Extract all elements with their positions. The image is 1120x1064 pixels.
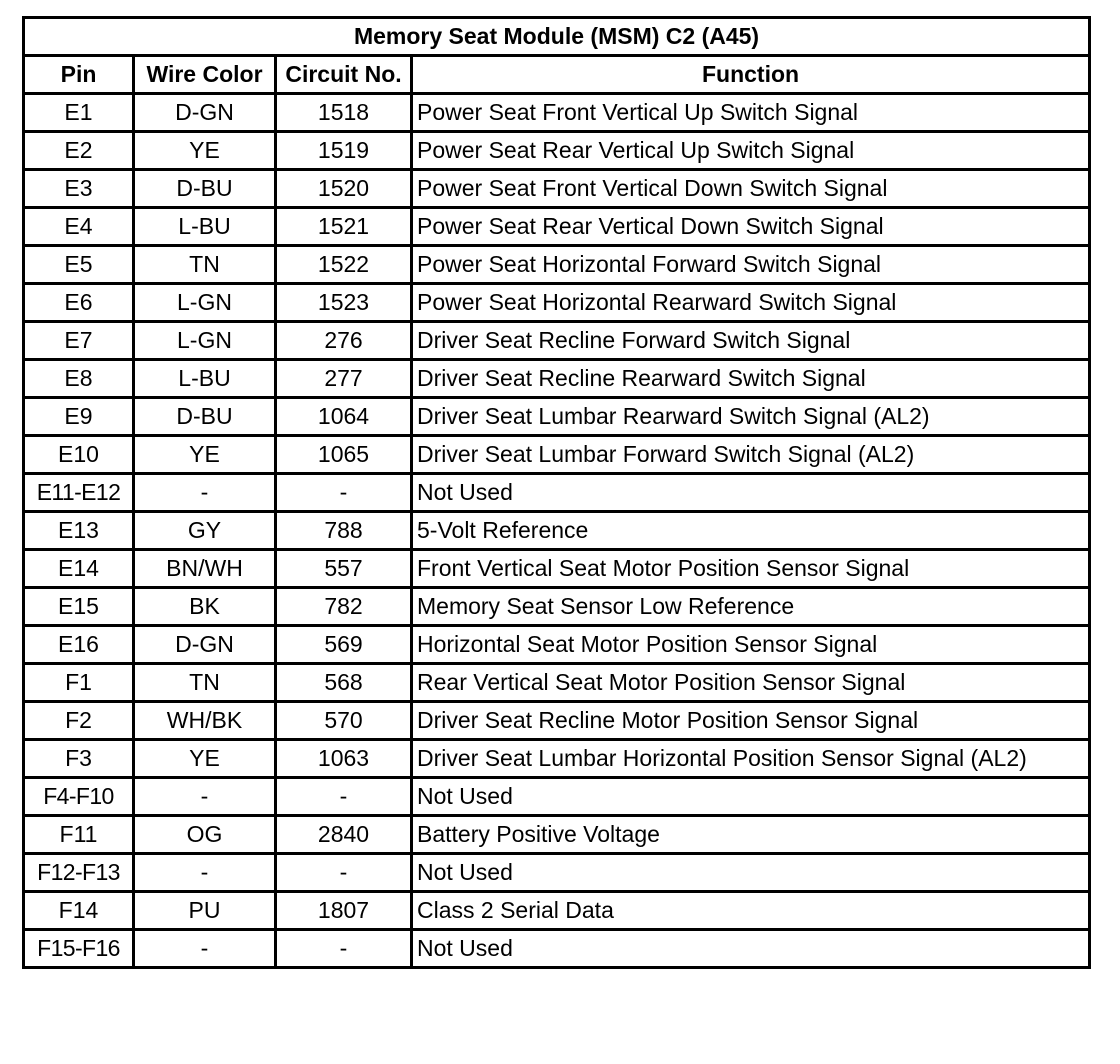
wire-color-cell: L-BU (134, 208, 276, 246)
wire-color-cell: GY (134, 512, 276, 550)
function-cell: Not Used (412, 930, 1090, 968)
pin-cell: F2 (24, 702, 134, 740)
pin-cell: E4 (24, 208, 134, 246)
pin-cell: F11 (24, 816, 134, 854)
table-row (24, 930, 1090, 968)
pin-cell: E2 (24, 132, 134, 170)
circuit-no-cell: 2840 (276, 816, 412, 854)
pin-cell: E10 (24, 436, 134, 474)
circuit-no-cell: 1522 (276, 246, 412, 284)
table-row (24, 322, 1090, 360)
table-row (24, 816, 1090, 854)
pin-cell: E15 (24, 588, 134, 626)
wire-color-cell: PU (134, 892, 276, 930)
table-title: Memory Seat Module (MSM) C2 (A45) (24, 18, 1090, 56)
wire-color-cell: TN (134, 246, 276, 284)
connector-pinout-table (22, 16, 1091, 969)
function-cell: Driver Seat Recline Motor Position Sensor Signal (412, 702, 1090, 740)
function-cell: Not Used (412, 474, 1090, 512)
function-cell: Memory Seat Sensor Low Reference (412, 588, 1090, 626)
circuit-no-cell: 782 (276, 588, 412, 626)
table-row (24, 132, 1090, 170)
table-row (24, 94, 1090, 132)
pin-cell: F3 (24, 740, 134, 778)
pin-cell: F12-F13 (24, 854, 134, 892)
function-cell: Front Vertical Seat Motor Position Sensor Signal (412, 550, 1090, 588)
wire-color-cell: D-GN (134, 94, 276, 132)
pin-cell: E1 (24, 94, 134, 132)
wire-color-cell: D-BU (134, 398, 276, 436)
function-cell: Driver Seat Lumbar Horizontal Position Sensor Signal (AL2) (412, 740, 1090, 778)
circuit-no-cell: 1065 (276, 436, 412, 474)
table-row (24, 170, 1090, 208)
function-cell: Driver Seat Lumbar Rearward Switch Signal (AL2) (412, 398, 1090, 436)
table-row (24, 208, 1090, 246)
table-body (24, 94, 1090, 968)
wire-color-cell: BK (134, 588, 276, 626)
table-row (24, 854, 1090, 892)
table-row (24, 702, 1090, 740)
function-cell: Class 2 Serial Data (412, 892, 1090, 930)
pin-cell: F15-F16 (24, 930, 134, 968)
table-row (24, 664, 1090, 702)
pin-cell: E13 (24, 512, 134, 550)
table-row (24, 778, 1090, 816)
wire-color-cell: TN (134, 664, 276, 702)
function-cell: Power Seat Horizontal Rearward Switch Signal (412, 284, 1090, 322)
table-row (24, 436, 1090, 474)
wire-color-cell: - (134, 930, 276, 968)
circuit-no-cell: - (276, 474, 412, 512)
function-cell: Horizontal Seat Motor Position Sensor Signal (412, 626, 1090, 664)
table-row (24, 246, 1090, 284)
wire-color-cell: - (134, 854, 276, 892)
circuit-no-cell: - (276, 778, 412, 816)
circuit-no-cell: 1523 (276, 284, 412, 322)
circuit-no-cell: 1807 (276, 892, 412, 930)
wire-color-cell: - (134, 778, 276, 816)
wire-color-cell: D-BU (134, 170, 276, 208)
wire-color-cell: YE (134, 436, 276, 474)
table-head (24, 18, 1090, 94)
header-wire-color: Wire Color (134, 56, 276, 94)
function-cell: Power Seat Front Vertical Down Switch Signal (412, 170, 1090, 208)
wire-color-cell: YE (134, 740, 276, 778)
circuit-no-cell: 1064 (276, 398, 412, 436)
wire-color-cell: WH/BK (134, 702, 276, 740)
table-row (24, 398, 1090, 436)
pin-cell: F4-F10 (24, 778, 134, 816)
table-row (24, 474, 1090, 512)
wire-color-cell: L-BU (134, 360, 276, 398)
connector-pinout-sheet (22, 16, 1090, 1052)
wire-color-cell: L-GN (134, 284, 276, 322)
circuit-no-cell: 276 (276, 322, 412, 360)
circuit-no-cell: 277 (276, 360, 412, 398)
pin-cell: E11-E12 (24, 474, 134, 512)
pin-cell: E6 (24, 284, 134, 322)
circuit-no-cell: 788 (276, 512, 412, 550)
wire-color-cell: D-GN (134, 626, 276, 664)
circuit-no-cell: 568 (276, 664, 412, 702)
wire-color-cell: OG (134, 816, 276, 854)
wire-color-cell: L-GN (134, 322, 276, 360)
table-row (24, 550, 1090, 588)
pin-cell: E9 (24, 398, 134, 436)
function-cell: Power Seat Horizontal Forward Switch Signal (412, 246, 1090, 284)
function-cell: Driver Seat Recline Rearward Switch Signal (412, 360, 1090, 398)
table-row (24, 740, 1090, 778)
wire-color-cell: YE (134, 132, 276, 170)
table-row (24, 512, 1090, 550)
pin-cell: E7 (24, 322, 134, 360)
circuit-no-cell: 1519 (276, 132, 412, 170)
table-row (24, 626, 1090, 664)
header-row (24, 56, 1090, 94)
circuit-no-cell: 557 (276, 550, 412, 588)
function-cell: Battery Positive Voltage (412, 816, 1090, 854)
wire-color-cell: BN/WH (134, 550, 276, 588)
pin-cell: E8 (24, 360, 134, 398)
function-cell: Power Seat Rear Vertical Up Switch Signal (412, 132, 1090, 170)
title-row (24, 18, 1090, 56)
header-function: Function (412, 56, 1090, 94)
pin-cell: F14 (24, 892, 134, 930)
function-cell: Power Seat Rear Vertical Down Switch Signal (412, 208, 1090, 246)
wire-color-cell: - (134, 474, 276, 512)
pin-cell: E16 (24, 626, 134, 664)
circuit-no-cell: 1063 (276, 740, 412, 778)
pin-cell: E5 (24, 246, 134, 284)
circuit-no-cell: 570 (276, 702, 412, 740)
table-row (24, 892, 1090, 930)
function-cell: Not Used (412, 778, 1090, 816)
pin-cell: E3 (24, 170, 134, 208)
circuit-no-cell: 569 (276, 626, 412, 664)
header-circuit-no: Circuit No. (276, 56, 412, 94)
pin-cell: F1 (24, 664, 134, 702)
table-row (24, 588, 1090, 626)
function-cell: 5-Volt Reference (412, 512, 1090, 550)
circuit-no-cell: - (276, 854, 412, 892)
circuit-no-cell: 1518 (276, 94, 412, 132)
table-row (24, 360, 1090, 398)
pin-cell: E14 (24, 550, 134, 588)
header-pin: Pin (24, 56, 134, 94)
table-row (24, 284, 1090, 322)
function-cell: Driver Seat Lumbar Forward Switch Signal (AL2) (412, 436, 1090, 474)
function-cell: Not Used (412, 854, 1090, 892)
circuit-no-cell: 1520 (276, 170, 412, 208)
circuit-no-cell: - (276, 930, 412, 968)
circuit-no-cell: 1521 (276, 208, 412, 246)
function-cell: Power Seat Front Vertical Up Switch Signal (412, 94, 1090, 132)
function-cell: Rear Vertical Seat Motor Position Sensor Signal (412, 664, 1090, 702)
function-cell: Driver Seat Recline Forward Switch Signal (412, 322, 1090, 360)
